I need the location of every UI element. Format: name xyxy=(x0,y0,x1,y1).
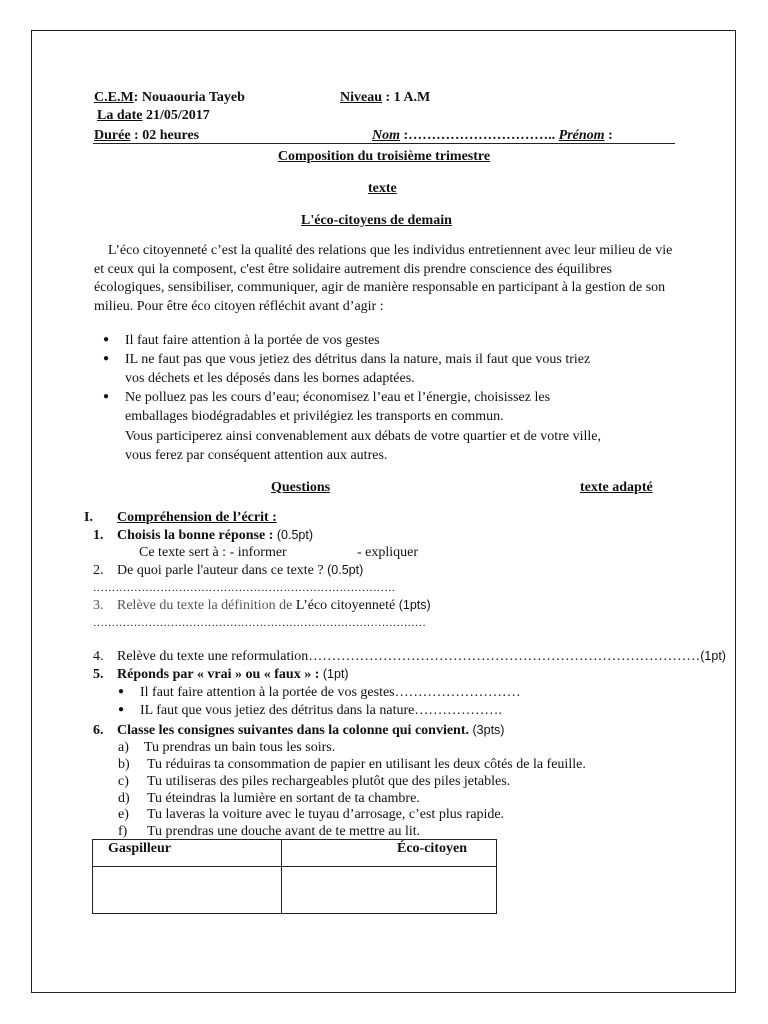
text-bullet-2-line2: vos déchets et les déposés dans les bornes adaptées. xyxy=(125,371,415,386)
q4-text: Relève du texte une reformulation………………………………………………………………………… xyxy=(117,649,701,664)
bullet-icon: ● xyxy=(103,353,110,364)
q6-item-letter: f) xyxy=(118,824,128,839)
cem-value: : Nouaouria Tayeb xyxy=(133,90,245,105)
duration-line xyxy=(94,127,199,144)
q6-item-text: Tu prendras un bain tous les soirs. xyxy=(144,740,336,755)
prenom-label: Prénom xyxy=(558,128,605,143)
ecocitoyen-label: Éco-citoyen xyxy=(397,841,467,856)
q6-item-letter: d) xyxy=(118,791,130,806)
date-line xyxy=(97,107,210,124)
q3-text: L’éco citoyenneté xyxy=(295,598,399,613)
q6-points: (3pts) xyxy=(472,723,505,737)
q1-line xyxy=(117,527,313,544)
text-bullet-1: Il faut faire attention à la portée de vos gestes xyxy=(125,333,380,348)
bullet-icon: ● xyxy=(103,334,110,345)
q6-number: 6. xyxy=(93,723,104,738)
texte-title: texte xyxy=(368,181,397,196)
q6-line xyxy=(117,722,504,739)
q3-answer-dots: ……………………………………………………………………………… xyxy=(93,617,426,629)
q6-item-text: Tu prendras une douche avant de te mettre au lit. xyxy=(147,824,421,839)
q5-line xyxy=(117,666,349,683)
classification-table xyxy=(92,839,497,914)
bullet-icon: ● xyxy=(103,391,110,402)
q3-points: (1pts) xyxy=(398,598,431,612)
niveau-value: : 1 A.M xyxy=(382,90,431,105)
text-bullet-3-line4: vous ferez par conséquent attention aux autres. xyxy=(125,448,388,463)
q5-item-1: Il faut faire attention à la portée de vos gestes……………………… xyxy=(140,685,521,700)
q6-text: Classe les consignes suivantes dans la colonne qui convient. xyxy=(117,723,473,738)
nom-dots: :………………………….. xyxy=(400,128,559,143)
q1-text: Choisis la bonne réponse : xyxy=(117,528,277,543)
q4-number: 4. xyxy=(93,649,104,664)
q1-number: 1. xyxy=(93,528,104,543)
name-line xyxy=(372,127,613,144)
q6-item-letter: c) xyxy=(118,774,129,789)
duree-value: : 02 heures xyxy=(130,128,200,143)
composition-title: Composition du troisième trimestre xyxy=(277,149,491,164)
bullet-icon: ● xyxy=(118,686,125,697)
q2-text: De quoi parle l'auteur dans ce texte ? xyxy=(117,563,328,578)
q6-item-text: Tu éteindras la lumière en sortant de ta chambre. xyxy=(147,791,420,806)
q4-points: (1pt) xyxy=(700,649,726,663)
main-title: L'éco-citoyens de demain xyxy=(301,213,452,228)
q1-option-informer: Ce texte sert à : - informer xyxy=(139,545,287,560)
header-rule xyxy=(93,143,675,144)
q6-item-text: Tu utiliseras des piles rechargeables plutôt que des piles jetables. xyxy=(147,774,511,789)
text-bullet-3-line1: Ne polluez pas les cours d’eau; économisez l’eau et l’énergie, choisissez les xyxy=(125,390,551,405)
paragraph-text: L’éco citoyenneté c’est la qualité des relations que les individus entretiennent avec leur milieu de vie et ceux qui la composent, c'est être solidaire autrement dis prendre conscience des équilibres écologiques, sensibiliser, communiquer, agir de manière responsable en participant à la gestion de son milieu. Pour être éco citoyen réfléchit avant d’agir : xyxy=(94,243,673,314)
text-bullet-3-line2: emballages biodégradables et privilégiez les transports en commun. xyxy=(125,409,504,424)
q6-item-letter: b) xyxy=(118,757,130,772)
q6-item-letter: a) xyxy=(118,740,129,755)
q2-line xyxy=(117,562,363,579)
niveau-label: Niveau xyxy=(340,90,382,105)
source-label: texte adapté xyxy=(580,480,653,495)
text-bullet-3-line3: Vous participerez ainsi convenablement aux débats de votre quartier et de votre ville, xyxy=(125,429,601,444)
answer-cell-gaspilleur[interactable] xyxy=(93,867,282,914)
q2-answer-dots: ……………………………………………………………………… xyxy=(93,582,396,594)
intro-paragraph xyxy=(94,242,674,316)
cem-label: C.E.M xyxy=(94,90,134,105)
table-header-gaspilleur xyxy=(93,840,282,867)
q2-number: 2. xyxy=(93,563,104,578)
gaspilleur-label: Gaspilleur xyxy=(108,841,172,856)
q3-number: 3. xyxy=(93,598,104,613)
q5-number: 5. xyxy=(93,667,104,682)
q1-points: (0.5pt) xyxy=(276,528,313,542)
q3-line xyxy=(117,597,431,614)
text-bullet-2-line1: IL ne faut pas que vous jetiez des détritus dans la nature, mais il faut que vous triez xyxy=(125,352,591,367)
questions-heading: Questions xyxy=(271,480,331,495)
section-numeral: I. xyxy=(84,510,93,525)
q3-text-gray: Relève du texte la définition de xyxy=(117,598,296,613)
q5-item-2: IL faut que vous jetiez des détritus dans la nature………………. xyxy=(140,703,502,718)
bullet-icon: ● xyxy=(118,704,125,715)
section-title: Compréhension de l’écrit : xyxy=(117,510,277,525)
nom-label: Nom xyxy=(372,128,400,143)
q5-text: Réponds par « vrai » ou « faux » : xyxy=(117,667,323,682)
q1-option-expliquer: - expliquer xyxy=(357,545,419,560)
q6-item-letter: e) xyxy=(118,807,129,822)
prenom-colon: : xyxy=(604,128,613,143)
date-value: 21/05/2017 xyxy=(142,108,210,123)
level-line xyxy=(340,89,430,106)
q5-points: (1pt) xyxy=(322,667,349,681)
answer-cell-ecocitoyen[interactable] xyxy=(282,867,497,914)
duree-label: Durée xyxy=(94,128,131,143)
q6-item-text: Tu laveras la voiture avec le tuyau d’arrosage, c’est plus rapide. xyxy=(147,807,505,822)
q4-line xyxy=(117,648,726,665)
q2-points: (0.5pt) xyxy=(327,563,364,577)
date-label: La date xyxy=(97,108,143,123)
table-header-ecocitoyen xyxy=(282,840,497,867)
q6-item-text: Tu réduiras ta consommation de papier en utilisant les deux côtés de la feuille. xyxy=(147,757,586,772)
school-line xyxy=(94,89,245,106)
